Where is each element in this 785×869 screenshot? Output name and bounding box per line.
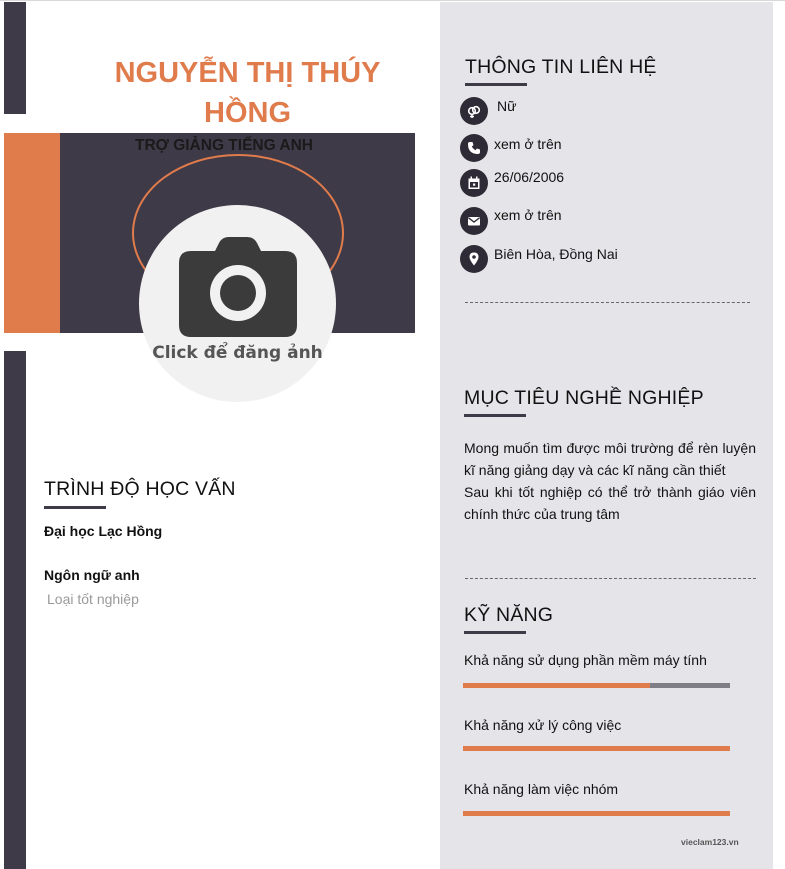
skill-name[interactable]: Khả năng sử dụng phần mềm máy tính xyxy=(464,652,707,668)
location-icon xyxy=(460,245,488,273)
gender-icon xyxy=(460,97,488,125)
contact-address-text: Biên Hòa, Đồng Nai xyxy=(494,246,618,262)
skill-bar[interactable] xyxy=(463,683,730,688)
email-icon xyxy=(460,207,488,235)
education-grade-field[interactable]: Loại tốt nghiệp xyxy=(47,591,139,607)
contact-birthday-text: 26/06/2006 xyxy=(494,169,565,185)
skill-name[interactable]: Khả năng làm việc nhóm xyxy=(464,781,619,797)
skill-fill xyxy=(463,746,730,751)
left-stripe-top xyxy=(4,2,26,114)
objective-text[interactable] xyxy=(464,437,756,525)
skill-bar[interactable] xyxy=(463,811,730,816)
objective-line: Mong muốn tìm được môi trường để rèn luyện kĩ năng giảng dạy và các kĩ năng cần thiết xyxy=(464,440,756,478)
contact-title: THÔNG TIN LIÊN HỆ xyxy=(465,56,657,78)
right-panel xyxy=(440,2,773,869)
contact-email-text: xem ở trên xyxy=(494,207,562,223)
objective-line: Sau khi tốt nghiệp có thể trở thành giáo viên chính thức của trung tâm xyxy=(464,484,756,522)
divider xyxy=(465,578,756,579)
education-major[interactable]: Ngôn ngữ anh xyxy=(44,567,140,583)
education-title: TRÌNH ĐỘ HỌC VẤN xyxy=(44,478,236,500)
banner-accent xyxy=(4,133,60,333)
skills-title: KỸ NĂNG xyxy=(464,604,554,626)
divider xyxy=(465,302,750,303)
photo-label: Click để đăng ảnh xyxy=(152,343,323,363)
skills-underline xyxy=(464,631,526,634)
brand-watermark: vieclam123.vn xyxy=(681,837,739,847)
job-title[interactable]: TRỢ GIẢNG TIẾNG ANH xyxy=(135,137,313,154)
left-stripe-bottom xyxy=(4,351,26,869)
objective-underline xyxy=(464,414,526,417)
education-school[interactable]: Đại học Lạc Hồng xyxy=(44,523,163,539)
skill-name[interactable]: Khả năng xử lý công việc xyxy=(464,717,622,733)
contact-gender-text: Nữ xyxy=(497,98,517,114)
candidate-name[interactable]: NGUYỄN THỊ THÚY HỒNG xyxy=(114,57,381,129)
camera-icon xyxy=(179,235,297,337)
skill-bar[interactable] xyxy=(463,746,730,751)
calendar-icon xyxy=(460,169,488,197)
photo-upload-button[interactable] xyxy=(139,205,336,402)
skill-fill xyxy=(463,811,730,816)
phone-icon xyxy=(460,134,488,162)
contact-underline xyxy=(465,83,527,86)
objective-title: MỤC TIÊU NGHỀ NGHIỆP xyxy=(464,387,704,409)
skill-fill xyxy=(463,683,650,688)
contact-phone-text: xem ở trên xyxy=(494,136,562,152)
education-underline xyxy=(44,506,106,509)
